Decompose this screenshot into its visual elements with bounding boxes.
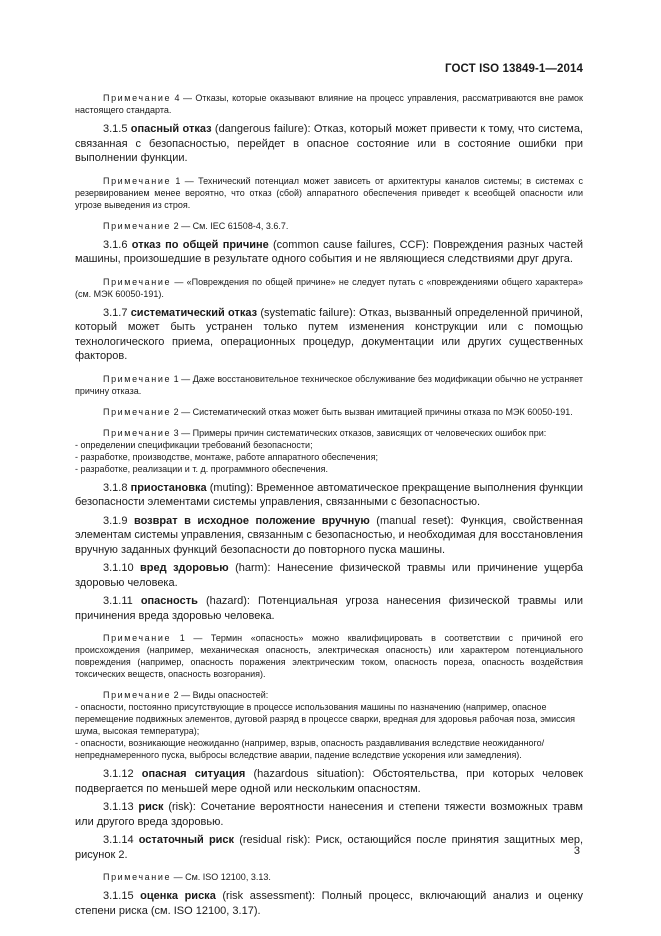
clause-number: 3.1.14	[103, 834, 139, 846]
definition-paragraph	[75, 306, 583, 364]
note-paragraph	[75, 373, 583, 397]
list-item: - определении спецификации требований безопасности;	[75, 439, 313, 450]
document-header: ГОСТ ISO 13849-1—2014	[445, 63, 583, 75]
clause-number: 3.1.7	[103, 306, 131, 319]
definition-paragraph	[75, 481, 583, 510]
note-paragraph	[75, 220, 583, 232]
note-text: 3 — Примеры причин систематических отказов, зависящих от человеческих ошибок при:	[171, 427, 547, 438]
defined-term: систематический отказ	[130, 306, 258, 319]
definition-text: (risk): Сочетание вероятности нанесения и степени тяжести возможных травм или другого вреда здоровью.	[75, 801, 583, 828]
defined-term: отказ по общей причине	[131, 238, 269, 251]
definition-paragraph	[75, 561, 583, 590]
note-paragraph	[75, 689, 583, 701]
note-label: Примечание	[103, 93, 172, 103]
definition-text: (muting): Временное автоматическое прекращение выполнения функции безопасности элементами системы управления, связанными с безопасностью.	[75, 481, 583, 508]
note-label: Примечание	[103, 690, 172, 700]
note-text: — См. ISO 12100, 3.13.	[171, 872, 271, 882]
definition-paragraph	[75, 594, 583, 623]
list-item: - опасности, постоянно присутствующие в процессе использования машины по назначению (например, опасное перемещение подвижных элементов, дуговой разряд в процессе сварки, вредная для здоровья рабочая поза, эмиссия шума, высокая температура);	[75, 702, 576, 736]
defined-term: приостановка	[130, 481, 207, 494]
note-paragraph	[75, 175, 583, 211]
defined-term: опасный отказ	[130, 123, 212, 135]
note-paragraph	[75, 92, 583, 116]
note-label: Примечание	[103, 220, 172, 231]
note-label: Примечание	[103, 276, 172, 287]
clause-number: 3.1.8	[103, 481, 131, 494]
page-number: 3	[573, 845, 580, 857]
clause-number: 3.1.6	[103, 238, 132, 251]
definition-paragraph	[75, 800, 583, 829]
note-label: Примечание	[103, 427, 172, 438]
document-body	[75, 92, 583, 918]
clause-number: 3.1.15	[103, 890, 141, 902]
note-text: 1 — Термин «опасность» можно квалифицировать в соответствии с причиной его происхождения (например, механическая опасность, электрическая опасность) или характером потенциального повреждения (например, опасность поражения электрическим током, опасность пореза, опасность воздействия токсических веществ, опасность возгорания).	[75, 633, 583, 679]
defined-term: остаточный риск	[138, 834, 235, 846]
defined-term: оценка риска	[140, 890, 216, 902]
note-label: Примечание	[103, 406, 172, 417]
definition-text: (manual reset): Функция, свойственная элементам системы управления, связанным с безопасностью, и необходимая для восстановления вручную заданных функций безопасности до повторного пуска машины.	[75, 514, 583, 556]
note-paragraph	[75, 632, 583, 680]
definition-text: (hazardous situation): Обстоятельства, при которых человек подвергается по меньшей мере одной или нескольким опасностям.	[75, 768, 583, 795]
definition-text: (dangerous failure): Отказ, который может привести к тому, что система, связанная с безопасностью, перейдет в опасное состояние или в состояние ошибки при выполнении функции.	[75, 123, 583, 164]
note-label: Примечание	[103, 872, 172, 882]
definition-paragraph	[75, 833, 583, 862]
defined-term: возврат в исходное положение вручную	[133, 514, 370, 527]
note-text: — «Повреждения по общей причине» не следует путать с «повреждениями общего характера» (см. МЭК 60050-191).	[75, 276, 583, 299]
clause-number: 3.1.5	[103, 123, 131, 135]
note-label: Примечание	[103, 175, 172, 186]
defined-term: риск	[138, 801, 164, 813]
definition-text: (common cause failures, CCF): Повреждения разных частей машины, произошедшие в результате одного события и не являющиеся следствиями друг друга.	[75, 238, 583, 265]
note-paragraph	[75, 427, 583, 439]
note-text: 1 — Технический потенциал может зависеть от архитектуры каналов системы; в системах с резервированием менее вероятно, что отказ (сбой) аппаратного обеспечения приведет к всеобщей опасности или угрозе выведения из строя.	[75, 175, 583, 210]
defined-term: опасность	[140, 595, 198, 607]
list-item: - разработке, реализации и т. д. программного обеспечения.	[75, 463, 329, 474]
clause-number: 3.1.9	[103, 514, 134, 527]
list-item: - разработке, производстве, монтаже, работе аппаратного обеспечения;	[75, 451, 378, 462]
defined-term: опасная ситуация	[141, 768, 246, 780]
definition-text: (systematic failure): Отказ, вызванный определенной причиной, который может быть устранен только путем изменения конструкции или с помощью технологического приема, операционных процедур, документации или других существенных факторов.	[75, 306, 583, 362]
definition-text: (residual risk): Риск, остающийся после принятия защитных мер, рисунок 2.	[75, 834, 584, 861]
defined-term: вред здоровью	[140, 562, 229, 574]
clause-number: 3.1.13	[103, 801, 139, 813]
note-text: 2 — См. IEC 61508-4, 3.6.7.	[171, 220, 289, 231]
note-text: 4 — Отказы, которые оказывают влияние на процесс управления, рассматриваются вне рамок настоящего стандарта.	[75, 93, 583, 115]
note-label: Примечание	[103, 633, 172, 643]
note-text: 2 — Систематический отказ может быть вызван имитацией причины отказа по МЭК 60050-191.	[171, 406, 573, 417]
note-text: 2 — Виды опасностей:	[171, 690, 269, 700]
clause-number: 3.1.11	[103, 595, 141, 607]
definition-paragraph	[75, 122, 583, 166]
definition-paragraph	[75, 238, 583, 267]
note-text: 1 — Даже восстановительное техническое обслуживание без модификации обычно не устраняет причину отказа.	[75, 373, 583, 396]
list-item: - опасности, возникающие неожиданно (например, взрыв, опасность раздавливания вследствие неожиданного/непреднамеренного пуска, выбросы вследствие аварии, падение вследствие ускорения или замедления).	[75, 738, 545, 760]
definition-paragraph	[75, 767, 583, 796]
note-paragraph	[75, 276, 583, 300]
note-paragraph	[75, 871, 583, 883]
definition-paragraph	[75, 889, 583, 918]
definition-text: (harm): Нанесение физической травмы или причинение ущерба здоровью человека.	[75, 562, 583, 589]
note-paragraph	[75, 406, 583, 418]
definition-paragraph	[75, 514, 583, 558]
clause-number: 3.1.10	[103, 562, 141, 574]
definition-text: (hazard): Потенциальная угроза нанесения физической травмы или причинения вреда здоровью человека.	[75, 595, 583, 622]
definition-text: (risk assessment): Полный процесс, включающий анализ и оценку степени риска (см. ISO 12100, 3.17).	[75, 890, 583, 917]
clause-number: 3.1.12	[103, 768, 142, 780]
note-label: Примечание	[103, 373, 172, 384]
